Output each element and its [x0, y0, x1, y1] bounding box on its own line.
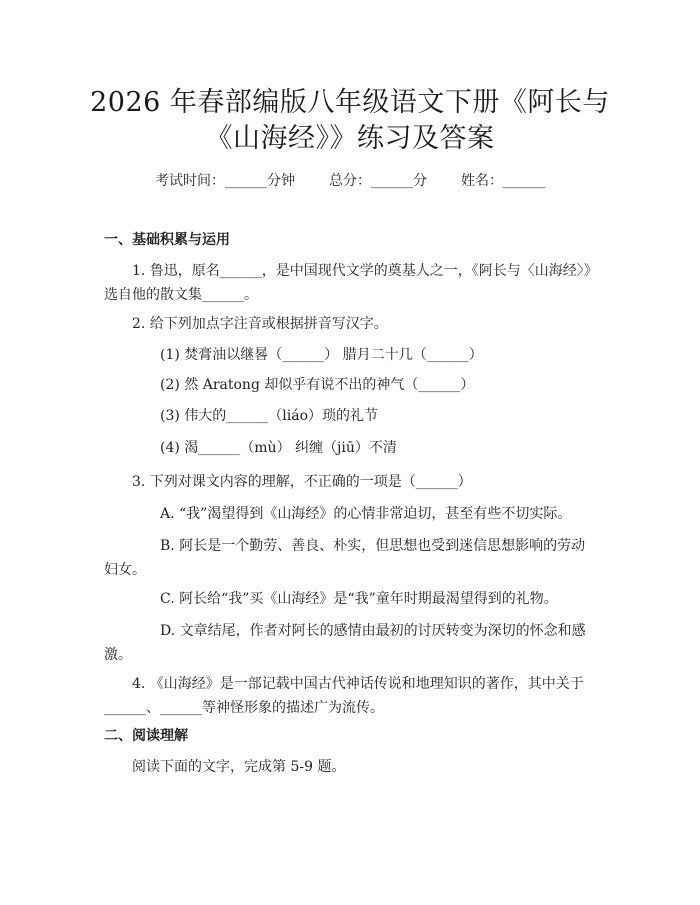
- question-4: 4. 《山海经》是一部记载中国古代神话传说和地理知识的著作，其中关于______、______等神怪形象的描述广为流传。: [104, 676, 584, 716]
- question-2-item-1: (1) 焚膏油以继晷（______） 腊月二十几（______）: [160, 347, 483, 363]
- exam-time-field: 考试时间：______分钟: [155, 173, 295, 189]
- question-3-option-c: C. 阿长给“我”买《山海经》是“我”童年时期最渴望得到的礼物。: [160, 591, 558, 607]
- document-title-line-1: 2026 年春部编版八年级语文下册《阿长与: [90, 87, 610, 118]
- section-heading-reading: 二、阅读理解: [104, 728, 188, 744]
- total-score-field: 总分：______分: [329, 173, 427, 189]
- question-1: 1. 鲁迅，原名______，是中国现代文学的奠基人之一，《阿长与〈山海经〉》选自他的散文集______。: [104, 263, 591, 303]
- document-title-line-2: 《山海经》》练习及答案: [205, 123, 495, 154]
- question-3: 3. 下列对课文内容的理解，不正确的一项是（______）: [132, 474, 472, 490]
- reading-instruction: 阅读下面的文字，完成第 5-9 题。: [132, 759, 346, 775]
- question-2-item-2: (2) 然 Aratong 却似乎有说不出的神气（______）: [160, 377, 475, 393]
- student-name-field: 姓名：______: [461, 173, 545, 189]
- section-heading-basics: 一、基础积累与运用: [104, 232, 230, 248]
- question-3-option-b: B. 阿长是一个勤劳、善良、朴实，但思想也受到迷信思想影响的劳动妇女。: [104, 538, 586, 578]
- question-3-option-a: A. “我”渴望得到《山海经》的心情非常迫切，甚至有些不切实际。: [160, 506, 572, 522]
- question-2-item-3: (3) 伟大的______（liáo）琐的礼节: [160, 408, 379, 424]
- exam-info-bar: [0, 170, 700, 190]
- question-3-option-d: D. 文章结尾，作者对阿长的感情由最初的讨厌转变为深切的怀念和感激。: [104, 623, 586, 663]
- question-2-item-4: (4) 渴______（mù） 纠缠（jiū）不清: [160, 440, 397, 456]
- question-2: 2. 给下列加点字注音或根据拼音写汉字。: [132, 316, 388, 332]
